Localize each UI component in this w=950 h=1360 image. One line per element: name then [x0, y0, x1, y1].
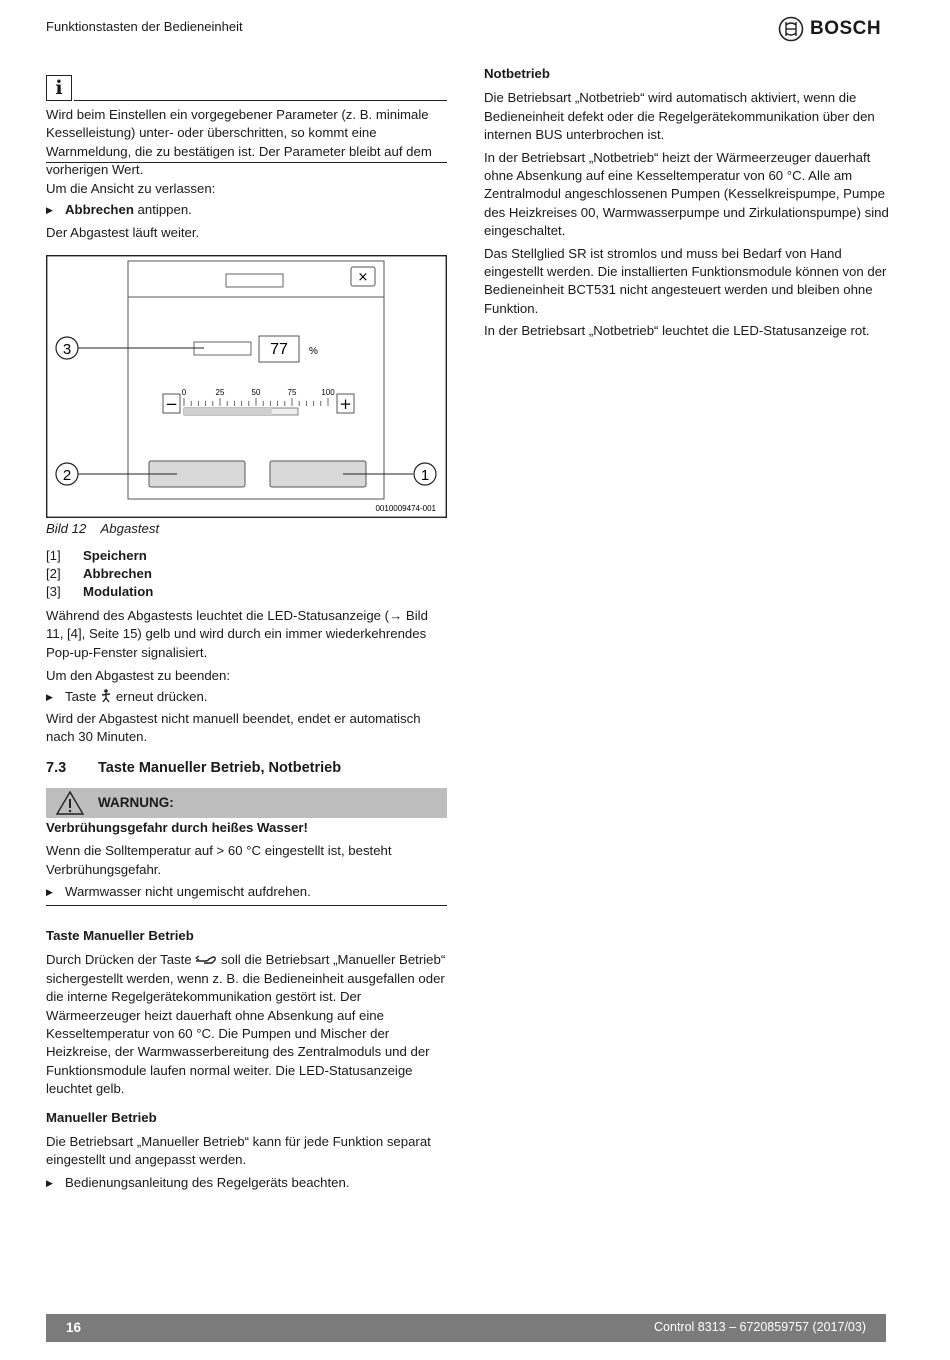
- leave-view-text: Um die Ansicht zu verlassen:: [46, 181, 216, 196]
- callout-1-label: 1: [420, 467, 430, 484]
- chimney-sweep-key-icon: [100, 689, 112, 703]
- during-test-text: Während des Abgastests leuchtet die LED-Statusanzeige (→ Bild 11, [4], Seite 15) gelb und wird durch ein immer wiederkehrendes Pop-up-Fenster signalisiert.: [46, 608, 428, 660]
- manual-heading: Manueller Betrieb: [46, 1109, 157, 1125]
- warning-label: WARNUNG:: [98, 795, 174, 810]
- manual-step: ▶ Bedienungsanleitung des Regelgeräts beachten.: [46, 1174, 447, 1192]
- plus-icon: +: [339, 395, 352, 413]
- warning-text: Wenn die Solltemperatur auf > 60 °C eingestellt ist, besteht Verbrühungsgefahr.: [46, 843, 392, 877]
- warning-title: Verbrühungsgefahr durch heißes Wasser!: [46, 820, 308, 835]
- scale-label: 75: [287, 388, 297, 397]
- auto-end-text: Wird der Abgastest nicht manuell beendet, endet er automatisch nach 30 Minuten.: [46, 711, 421, 745]
- cancel-step-bold: Abbrechen: [65, 202, 134, 218]
- key-step-a: Taste: [65, 688, 101, 704]
- emergency-heading: Notbetrieb: [484, 66, 550, 81]
- scale-label: 25: [215, 388, 225, 397]
- legend-item: [46, 547, 447, 565]
- minus-icon: −: [165, 395, 178, 413]
- emergency-p3: Das Stellglied SR ist stromlos und muss bei Bedarf von Hand eingestellt werden. Die installierten Funktionsmodule können von der Bedieneinheit BCT531 nicht angesteuert werden und bleiben ohne Funktion.: [484, 245, 887, 316]
- bosch-logo: [778, 16, 881, 42]
- scale-label: 0: [181, 388, 187, 397]
- figure-caption: Bild 12 Abgastest: [46, 521, 160, 536]
- key-step: [46, 688, 447, 706]
- manual-operation-key-icon: [195, 952, 217, 964]
- end-test-text: Um den Abgastest zu beenden:: [46, 668, 231, 684]
- warning-bottom-rule: [46, 905, 447, 906]
- info-bottom-rule: [46, 162, 447, 163]
- manual-key-text: [46, 951, 447, 1098]
- section-number: 7.3: [46, 760, 67, 776]
- legend: [46, 547, 447, 601]
- key-step-b: erneut drücken.: [112, 688, 208, 704]
- legend-item: [46, 565, 447, 583]
- manual-key-text-a: Durch Drücken der Taste: [46, 952, 196, 968]
- info-icon: i: [46, 75, 72, 101]
- continues-text: Der Abgastest läuft weiter.: [46, 224, 200, 240]
- info-note: [46, 106, 447, 180]
- figure-id: 0010009474-001: [375, 504, 436, 513]
- popup-title-field: [226, 274, 283, 287]
- manual-key-heading: Taste Manueller Betrieb: [46, 928, 194, 943]
- emergency-p2: In der Betriebsart „Notbetrieb“ heizt der Wärmeerzeuger dauerhaft ohne Absenkung auf eine Kesseltemperatur von 60 °C. Alle am Zentralmodul angeschlossenen Pumpen (Kesselkreispumpe, Pumpe des Heizkreises 00, Warmwasserpumpe und Zirkulationspumpe) sind eingeschaltet.: [484, 149, 889, 239]
- footer-bar: [46, 1314, 886, 1342]
- document-reference: Control 8313 – 6720859757 (2017/03): [654, 1320, 866, 1334]
- info-note-text: Wird beim Einstellen ein vorgegebener Parameter (z. B. minimale Kesselleistung) unter- oder überschritten, so kommt eine Warnmeldung, die zu bestätigen ist. Der Parameter bleibt auf dem vorherigen Wert.: [46, 107, 432, 178]
- scale-label: 50: [251, 388, 261, 397]
- modulation-slider-fill: [184, 408, 272, 415]
- manual-text: Die Betriebsart „Manueller Betrieb“ kann für jede Funktion separat eingestellt und angepasst werden.: [46, 1134, 431, 1168]
- callout-3-label: 3: [62, 341, 72, 358]
- modulation-unit: %: [309, 346, 318, 357]
- emergency-p1: Die Betriebsart „Notbetrieb“ wird automatisch aktiviert, wenn die Bedieneinheit defekt oder die Regelgerätekommunikation über den internen BUS unterbrochen ist.: [484, 90, 875, 143]
- legend-label: Speichern: [83, 548, 147, 563]
- running-header: Funktionstasten der Bedieneinheit: [46, 19, 243, 34]
- section-heading: [46, 760, 341, 776]
- section-title: Taste Manueller Betrieb, Notbetrieb: [98, 760, 342, 776]
- scale-label: 100: [321, 388, 335, 397]
- info-top-rule: [74, 100, 447, 101]
- legend-num: [3]: [46, 584, 61, 599]
- warning-bar: [46, 788, 447, 818]
- legend-num: [2]: [46, 566, 61, 581]
- legend-item: [46, 583, 447, 601]
- brand-name: BOSCH: [810, 18, 882, 39]
- bosch-armature-icon: [778, 16, 804, 42]
- legend-num: [1]: [46, 548, 61, 563]
- figure-exhaust-test: [46, 255, 447, 518]
- cancel-step: [46, 201, 447, 219]
- legend-label: Modulation: [83, 584, 154, 599]
- page-number: 16: [66, 1320, 82, 1335]
- modulation-value: 77: [270, 341, 288, 358]
- manual-key-text-b: soll die Betriebsart „Manueller Betrieb“ sichergestellt werden, wenn z. B. die Bedieneinheit ausgefallen oder die interne Regelgerätekommunikation gestört ist. Der Wärmeerzeuger heizt dauerhaft ohne Absenkung auf eine Kesseltemperatur von 60 °C. Die Pumpen und Mischer der Heizkreise, der Warmwasserbereitung des Zentralmoduls und der Funktionsmodule laufen normal weiter. Die LED-Statusanzeige leuchtet gelb.: [46, 952, 446, 1097]
- warning-step: ▶ Warmwasser nicht ungemischt aufdrehen.: [46, 883, 447, 901]
- warning-triangle-icon: [55, 790, 85, 816]
- legend-label: Abbrechen: [83, 566, 152, 581]
- cancel-step-rest: antippen.: [133, 202, 192, 218]
- callout-2-label: 2: [62, 467, 72, 484]
- close-icon: ×: [357, 270, 369, 285]
- emergency-p4: In der Betriebsart „Notbetrieb“ leuchtet die LED-Statusanzeige rot.: [484, 323, 870, 339]
